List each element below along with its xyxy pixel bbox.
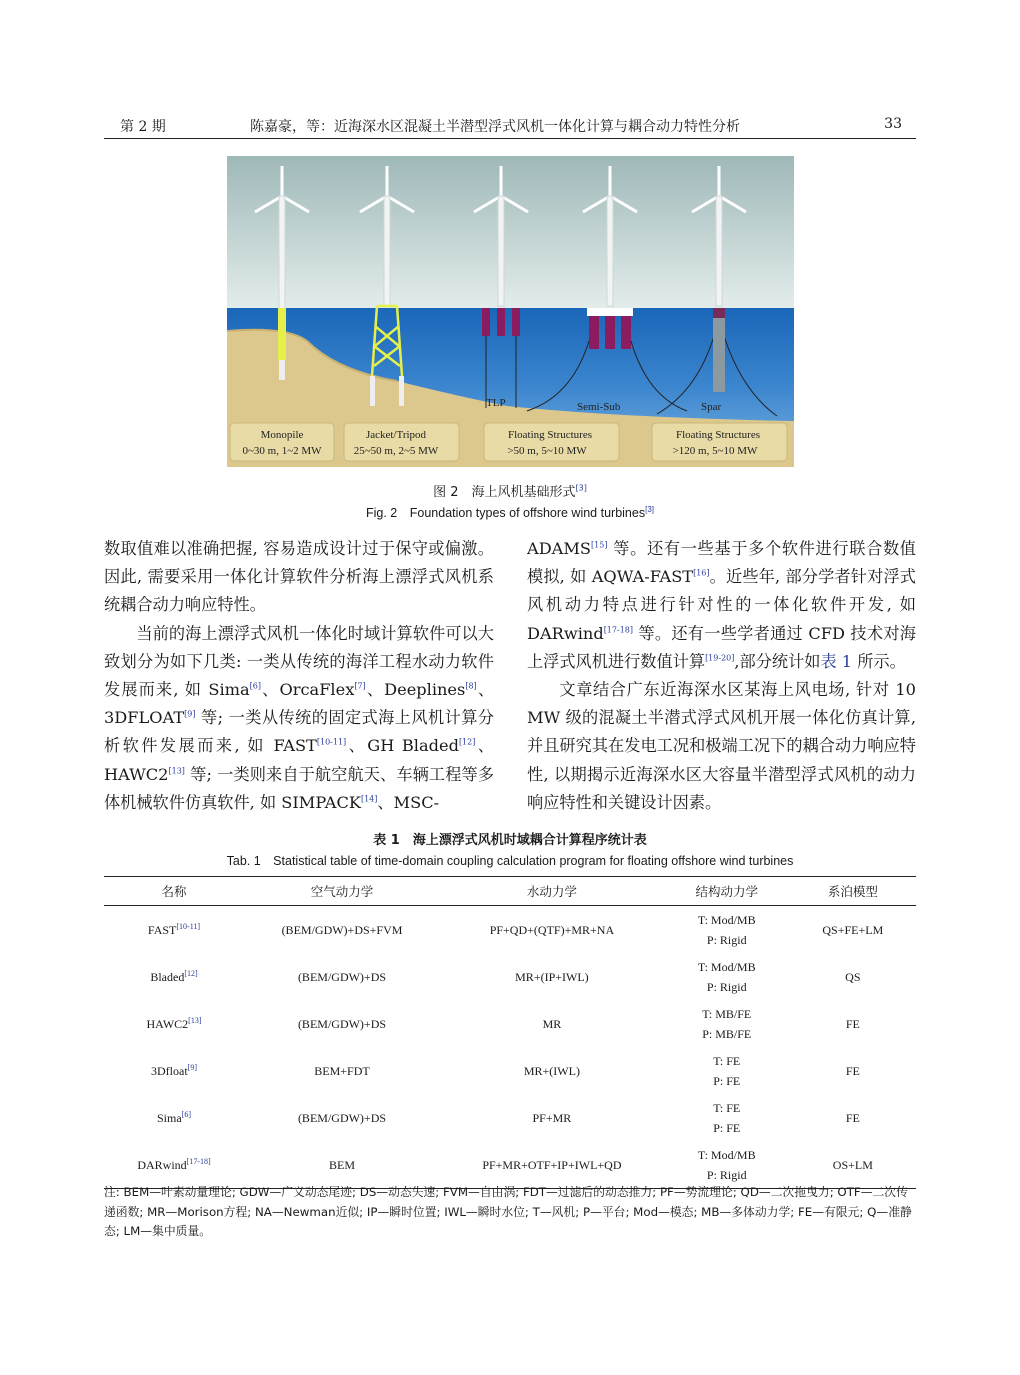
table-1-link[interactable]: 表 1 bbox=[820, 651, 853, 671]
left-column bbox=[104, 535, 494, 817]
issue-number: 第 2 期 bbox=[120, 119, 166, 135]
table-row: FAST[10-11] (BEM/GDW)+DS+FVM PF+QD+(QTF)+MR+NA T: Mod/MB P: Rigid QS+FE+LM bbox=[147, 912, 884, 947]
col-name: 名称 bbox=[104, 877, 244, 906]
box1-line2: 0~30 m, 1~2 MW bbox=[242, 445, 322, 457]
running-title: 陈嘉豪，等：近海深水区混凝土半潜型浮式风机一体化计算与耦合动力特性分析 bbox=[250, 119, 740, 135]
table-caption-en: Tab. 1 Statistical table of time-domain coupling calculation program for floating offshore wind turbines bbox=[226, 854, 794, 868]
tlp-label: TLP bbox=[486, 397, 506, 409]
box2-line1: Jacket/Tripod bbox=[365, 429, 427, 441]
table-note: 注: BEM—叶素动量理论; GDW—广义动态尾迹; DS—动态失速; FVM—自由涡; FDT—过滤后的动态推力; PF—势流理论; QD—二次拖曳力; OTF—二次传递函数; MR—Morison方程; NA—Newman近似; IP—瞬时位置; IWL—瞬时水位; T—风机; P—平台; Mod—模态; MB—多体动力学; FE—有限元; Q—准静态; LM—集中质量。 bbox=[104, 1185, 912, 1238]
right-paragraph-2: 文章结合广东近海深水区某海上风电场, 针对 10 MW 级的混凝土半潜式浮式风机开展一体化仿真计算, 并且研究其在发电工况和极端工况下的耦合动力响应特性, 以期揭示近海深水区大容量半潜型浮式风机的动力响应特性和关键设计因素。 bbox=[527, 680, 916, 812]
box4-line2: >120 m, 5~10 MW bbox=[672, 445, 758, 457]
table-caption-cn: 表 1 海上漂浮式风机时域耦合计算程序统计表 bbox=[373, 833, 647, 848]
table-header-row bbox=[104, 877, 916, 906]
box3-line1: Floating Structures bbox=[507, 429, 593, 441]
running-header bbox=[104, 112, 916, 139]
table-row: Bladed[12] (BEM/GDW)+DS MR+(IP+IWL) T: Mod/MB P: Rigid QS bbox=[150, 959, 861, 994]
figure-caption-en: Fig. 2 Foundation types of offshore wind turbines[3] bbox=[365, 504, 654, 520]
spar-label: Spar bbox=[701, 401, 722, 413]
col-aero: 空气动力学 bbox=[244, 877, 440, 906]
left-paragraph-2: 当前的海上漂浮式风机一体化时域计算软件可以大致划分为如下几类: 一类从传统的海洋工程水动力软件发展而来, 如 Sima[6]、OrcaFlex[7]、Deeplines[8]、3DFLOAT[9] 等; 一类从传统的固定式海上风机计算分析软件发展而来, 如 FAST[10-11]、GH Bladed[12]、HAWC2[13] 等; 一类则来自于航空航天、车辆工程等多体机械软件仿真软件, 如 SIMPACK[14]、MSC- bbox=[104, 623, 495, 812]
col-mooring: 系泊模型 bbox=[790, 877, 916, 906]
box1-line1: Monopile bbox=[260, 429, 304, 441]
software-table bbox=[104, 876, 916, 1189]
box4-line1: Floating Structures bbox=[675, 429, 761, 441]
page-number: 33 bbox=[884, 116, 902, 132]
col-structure: 结构动力学 bbox=[664, 877, 790, 906]
table-row: Sima[6] (BEM/GDW)+DS PF+MR T: FE P: FE FE bbox=[156, 1100, 860, 1135]
box3-line2: >50 m, 5~10 MW bbox=[507, 445, 587, 457]
foundation-types-figure bbox=[227, 156, 794, 467]
semisub-label: Semi-Sub bbox=[577, 401, 621, 413]
box2-line2: 25~50 m, 2~5 MW bbox=[353, 445, 439, 457]
table-row: 3Dfloat[9] BEM+FDT MR+(IWL) T: FE P: FE FE bbox=[151, 1053, 860, 1088]
table-row: HAWC2[13] (BEM/GDW)+DS MR T: MB/FE P: MB/FE FE bbox=[146, 1006, 860, 1041]
col-hydro: 水动力学 bbox=[440, 877, 664, 906]
right-column bbox=[527, 535, 916, 817]
right-paragraph-1: ADAMS[15] 等。还有一些基于多个软件进行联合数值模拟, 如 AQWA-FAST[16]。近些年, 部分学者针对浮式风机动力特点进行针对性的一体化软件开发, 如 DARwind[17-18] 等。还有一些学者通过 CFD 技术对海上浮式风机进行数值计算[19-20],部分统计如表 1 所示。 bbox=[527, 539, 916, 671]
figure-caption-cn: 图 2 海上风机基础形式[3] bbox=[433, 483, 587, 500]
left-paragraph-1: 数取值难以准确把握, 容易造成设计过于保守或偏激。因此, 需要采用一体化计算软件分析海上漂浮式风机系统耦合动力响应特性。 bbox=[104, 539, 494, 615]
table-row: DARwind[17-18] BEM PF+MR+OTF+IP+IWL+QD T: Mod/MB P: Rigid OS+LM bbox=[104, 1141, 916, 1189]
